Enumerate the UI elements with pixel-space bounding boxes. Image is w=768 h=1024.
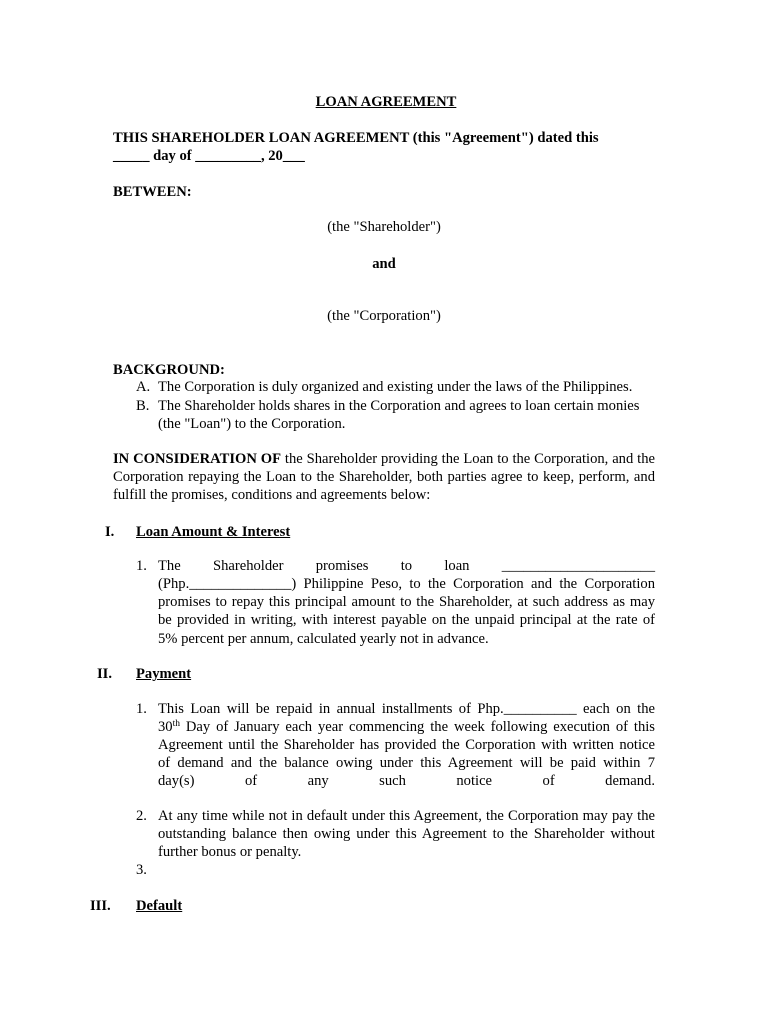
word: to [400, 558, 413, 574]
word: Shareholder [212, 558, 284, 574]
section-2-item-1-line-4: of demand and the balance owing under this Agreement will be paid within 7 [158, 755, 655, 771]
word: loan [444, 558, 470, 574]
word: any [307, 773, 329, 789]
shareholder-label: (the "Shareholder") [327, 219, 441, 235]
section-2-item-3-marker: 3. [136, 862, 147, 878]
word: demand. [605, 773, 656, 789]
word: of [542, 773, 555, 789]
section-1-title: Loan Amount & Interest [136, 524, 291, 540]
section-1-item-1-marker: 1. [136, 558, 147, 574]
between-label: BETWEEN: [113, 184, 192, 200]
section-1-item-1-line-1 [158, 557, 655, 575]
line-text: Day of January each year commencing the week following execution of this [179, 719, 655, 735]
section-2-title: Payment [136, 666, 192, 682]
word: day(s) [158, 773, 195, 789]
ordinal-suffix: th [172, 719, 180, 729]
section-3-number: III. [90, 898, 111, 914]
consideration-paragraph [113, 450, 655, 504]
section-1-item-1-body: (Php.______________) Philippine Peso, to the Corporation and the Corporation promises to repay this principal amount to the Shareholder, at such address as may be provided in writing, with interest payable on the unpaid principal at the rate of 5% percent per annum, calculated yearly not in advance. [158, 576, 655, 647]
intro-line-1: THIS SHAREHOLDER LOAN AGREEMENT (this "Agreement") dated this [113, 130, 599, 146]
word: notice [456, 773, 493, 789]
intro-line-2: _____ day of _________, 20___ [113, 148, 305, 164]
corporation-label: (the "Corporation") [327, 308, 441, 324]
word: of [244, 773, 258, 789]
consideration-lead: IN CONSIDERATION OF [113, 451, 282, 467]
section-2-item-1-line-1: This Loan will be repaid in annual installments of Php.__________ each on the [158, 701, 655, 717]
day-number: 30 [158, 719, 173, 735]
section-2-item-1-line-5 [158, 772, 655, 790]
background-marker-b: B. [136, 398, 150, 414]
background-marker-a: A. [136, 379, 151, 395]
background-item-a: The Corporation is duly organized and existing under the laws of the Philippines. [158, 379, 633, 395]
section-1-number: I. [105, 524, 115, 540]
section-2-item-1-marker: 1. [136, 701, 147, 717]
word: promises [315, 558, 369, 574]
and-label: and [372, 256, 396, 272]
word: The [158, 558, 181, 574]
section-2-item-1-line-3: Agreement until the Shareholder has provided the Corporation with written notice [158, 737, 655, 753]
document-title: LOAN AGREEMENT [315, 94, 457, 110]
background-item-b-line-1: The Shareholder holds shares in the Corporation and agrees to loan certain monies [158, 398, 640, 414]
consideration-body: the Shareholder providing the Loan to the Corporation, and the Corporation repaying the Loan to the Shareholder, both parties agree to keep, perform, and fulfill the promises, conditions and agreements below: [113, 451, 655, 503]
word: such [379, 773, 406, 789]
section-2-item-2-marker: 2. [136, 808, 147, 824]
word: _____________________ [501, 558, 655, 574]
section-2-item-1-line-2 [158, 718, 655, 736]
section-2-number: II. [97, 666, 113, 682]
section-2-item-2-body: At any time while not in default under this Agreement, the Corporation may pay the outstanding balance then owing under this Agreement to the Shareholder without further bonus or penalty. [158, 808, 655, 861]
background-item-b-line-2: (the "Loan") to the Corporation. [158, 416, 346, 432]
section-3-title: Default [136, 898, 183, 914]
background-heading: BACKGROUND: [113, 362, 225, 378]
